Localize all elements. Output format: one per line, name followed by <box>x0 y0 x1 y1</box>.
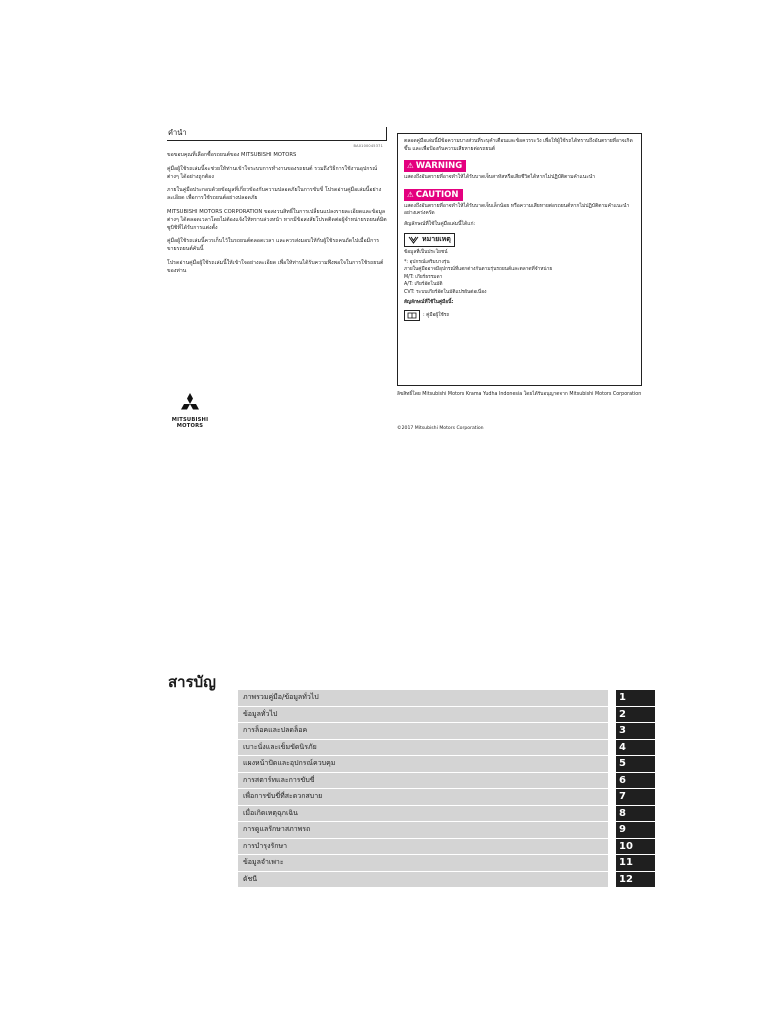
symbols-intro: ตลอดคู่มือเล่มนี้มีข้อความบางส่วนที่ระบุคำเตือนและข้อควรระวัง เพื่อให้ผู้ใช้รถได้ทราบถึงอันตรายที่อาจเกิดขึ้น และเพื่อป้องกันความเสียหายต่อรถยนต์ <box>404 138 633 152</box>
toc-number[interactable]: 11 <box>616 854 655 871</box>
foreword-paragraph: โปรดอ่านคู่มือผู้ใช้รถเล่มนี้ให้เข้าใจอย่างละเอียด เพื่อให้ท่านได้รับความพึงพอใจในการใช้รถยนต์ของท่าน <box>167 259 384 274</box>
toc-number[interactable]: 7 <box>616 788 655 805</box>
toc-row[interactable] <box>238 739 658 756</box>
toc-number[interactable]: 1 <box>616 689 655 706</box>
foreword-paragraph: ขอขอบคุณที่เลือกซื้อรถยนต์ของ MITSUBISHI MOTORS <box>167 152 297 158</box>
caution-description: แสดงถึงอันตรายที่อาจทำให้ได้รับบาดเจ็บเล็กน้อย หรือความเสียหายต่อรถยนต์หากไม่ปฏิบัติตามคำแนะนำอย่างเคร่งครัด <box>404 202 630 217</box>
toc-row[interactable] <box>238 689 658 706</box>
mitsubishi-logo <box>170 393 210 429</box>
toc-label[interactable]: ข้อมูลจำเพาะ <box>238 854 608 871</box>
caution-badge <box>404 189 463 201</box>
warning-badge <box>404 160 466 172</box>
foreword-title: คำนำ <box>168 128 187 137</box>
logo-text-line1: MITSUBISHI <box>171 417 209 423</box>
symbol-intro: สัญลักษณ์ที่ใช้ในคู่มือเล่มนี้ได้แก่: <box>404 220 476 227</box>
toc-number[interactable]: 9 <box>616 821 655 838</box>
toc-number[interactable]: 5 <box>616 755 655 772</box>
toc-row[interactable] <box>238 805 658 822</box>
toc-number[interactable]: 4 <box>616 739 655 756</box>
toc-row[interactable] <box>238 755 658 772</box>
toc-row[interactable] <box>238 854 658 871</box>
toc-label[interactable]: การบำรุงรักษา <box>238 838 608 855</box>
abbreviation-list <box>404 259 635 296</box>
toc-label[interactable]: ดัชนี <box>238 871 608 888</box>
reference-text: สัญลักษณ์ที่ใช้ในคู่มือนี้: <box>404 300 454 305</box>
publisher-note <box>397 391 647 398</box>
note-label: หมายเหตุ <box>422 235 451 244</box>
abbreviation-line: M/T: เกียร์ธรรมดา <box>404 274 443 280</box>
toc-label[interactable]: การดูแลรักษาสภาพรถ <box>238 821 608 838</box>
toc-label[interactable]: ภาพรวมคู่มือ/ข้อมูลทั่วไป <box>238 689 608 706</box>
foreword-paragraph: คู่มือผู้ใช้รถเล่มนี้ควรเก็บไว้ในรถยนต์ตลอดเวลา และควรส่งมอบให้กับผู้ใช้รถคนถัดไปเมื่อมีการขายรถยนต์คันนี้ <box>167 238 380 253</box>
toc-number[interactable]: 10 <box>616 838 655 855</box>
foreword-paragraph: คู่มือผู้ใช้รถเล่มนี้จะช่วยให้ท่านเข้าใจระบบการทำงานของรถยนต์ รวมถึงวิธีการใช้งานอุปกรณ์ต่างๆ ได้อย่างถูกต้อง <box>167 165 378 180</box>
caution-triangle-icon: ⚠ <box>407 189 414 199</box>
toc-number[interactable]: 2 <box>616 706 655 723</box>
contents-title: สารบัญ <box>168 673 216 691</box>
toc-label[interactable]: เบาะนั่งและเข็มขัดนิรภัย <box>238 739 608 756</box>
book-reference <box>404 310 635 321</box>
toc-number[interactable]: 3 <box>616 722 655 739</box>
toc-row[interactable] <box>238 706 658 723</box>
symbols-explanation-box <box>397 133 642 386</box>
warning-description: แสดงถึงอันตรายที่อาจทำให้ได้รับบาดเจ็บสาหัสหรือเสียชีวิตได้หากไม่ปฏิบัติตามคำแนะนำ <box>404 174 596 181</box>
publisher-text: ลิขสิทธิ์โดย Mitsubishi Motors Krama Yudha Indonesia โดยได้รับอนุญาตจาก Mitsubishi Motors Corporation <box>397 392 642 397</box>
foreword-heading <box>167 127 387 148</box>
toc-row[interactable] <box>238 772 658 789</box>
logo-text-line2: MOTORS <box>176 423 204 429</box>
toc-row[interactable] <box>238 722 658 739</box>
toc-number[interactable]: 8 <box>616 805 655 822</box>
toc-label[interactable]: การล็อคและปลดล็อค <box>238 722 608 739</box>
document-code: BA0100045371 <box>353 144 383 148</box>
note-badge <box>404 233 455 247</box>
caution-label: CAUTION <box>415 189 459 200</box>
warning-label: WARNING <box>415 161 463 172</box>
table-of-contents <box>238 689 658 887</box>
abbreviation-line: ภายในคู่มืออาจมีอุปกรณ์ที่แตกต่างกันตามรุ่นรถยนต์และตลาดที่จำหน่าย <box>404 267 553 273</box>
abbreviation-line: A/T: เกียร์อัตโนมัติ <box>404 282 443 288</box>
toc-row[interactable] <box>238 788 658 805</box>
toc-label[interactable]: แผงหน้าปัดและอุปกรณ์ควบคุม <box>238 755 608 772</box>
toc-label[interactable]: เพื่อการขับขี่ที่สะดวกสบาย <box>238 788 608 805</box>
toc-number[interactable]: 12 <box>616 871 655 888</box>
note-icon <box>408 236 419 244</box>
note-description: ข้อมูลที่เป็นประโยชน์ <box>404 249 448 255</box>
toc-row[interactable] <box>238 871 658 888</box>
three-diamonds-icon <box>178 393 202 415</box>
toc-label[interactable]: เมื่อเกิดเหตุฉุกเฉิน <box>238 805 608 822</box>
foreword-paragraph: MITSUBISHI MOTORS CORPORATION ขอสงวนสิทธิ์ในการเปลี่ยนแปลงรายละเอียดและข้อมูลต่างๆ ได้ตลอดเวลาโดยไม่ต้องแจ้งให้ทราบล่วงหน้า หากมีข้อสงสัยโปรดติดต่อผู้จำหน่ายรถยนต์มิตซูบิชิที่ได้รับการแต่งตั้ง <box>167 208 387 231</box>
toc-row[interactable] <box>238 821 658 838</box>
toc-label[interactable]: ข้อมูลทั่วไป <box>238 706 608 723</box>
book-icon <box>404 310 420 321</box>
toc-number[interactable]: 6 <box>616 772 655 789</box>
abbreviation-line: *: อุปกรณ์เสริมบางรุ่น <box>404 259 450 265</box>
copyright-text: ©2017 Mitsubishi Motors Corporation <box>397 426 484 431</box>
abbreviation-line: CVT: ระบบเกียร์อัตโนมัติแปรผันต่อเนื่อง <box>404 289 487 295</box>
foreword-column <box>167 127 387 282</box>
toc-label[interactable]: การสตาร์ทและการขับขี่ <box>238 772 608 789</box>
toc-row[interactable] <box>238 838 658 855</box>
foreword-paragraph: ภายในคู่มือประกอบด้วยข้อมูลที่เกี่ยวข้องกับความปลอดภัยในการขับขี่ โปรดอ่านคู่มือเล่มนี้อย่างละเอียด เพื่อการใช้รถยนต์อย่างปลอดภัย <box>167 187 382 202</box>
book-reference-text: : คู่มือผู้ใช้รถ <box>423 313 450 319</box>
warning-triangle-icon: ⚠ <box>407 161 414 171</box>
